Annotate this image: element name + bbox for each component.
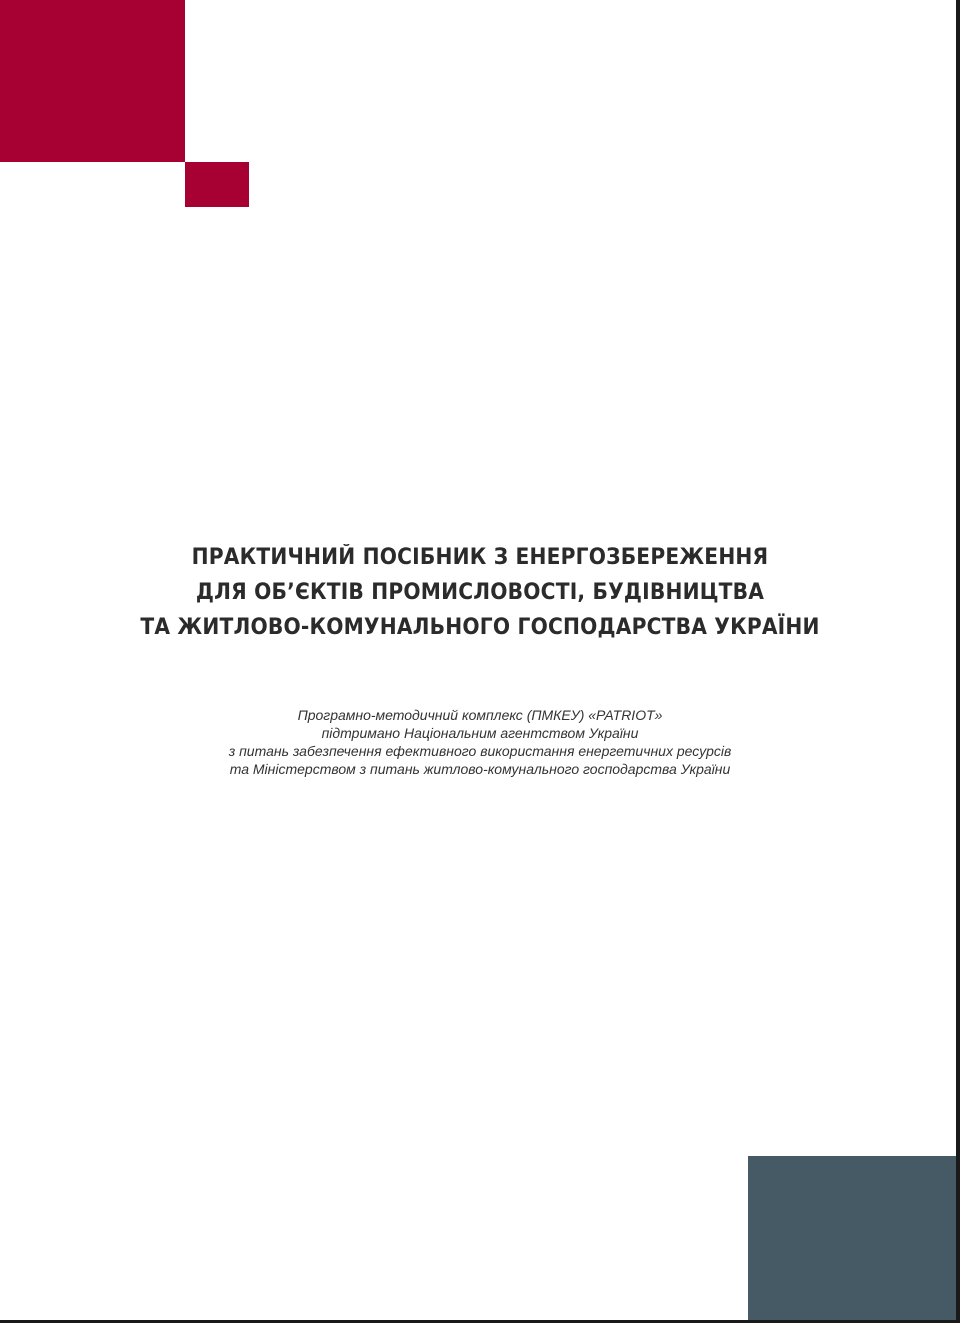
- decorative-red-block-small: [185, 162, 249, 207]
- decorative-slate-block: [748, 1156, 956, 1320]
- title-line-2: ДЛЯ ОБ’ЄКТІВ ПРОМИСЛОВОСТІ, БУДІВНИЦТВА: [195, 580, 765, 605]
- page-edge-right: [956, 0, 960, 1323]
- document-subtitle: [0, 706, 960, 778]
- decorative-red-block-large: [0, 0, 185, 162]
- subtitle-line-2: підтримано Національним агентством України: [321, 725, 639, 741]
- title-line-3: ТА ЖИТЛОВО-КОМУНАЛЬНОГО ГОСПОДАРСТВА УКРАЇНИ: [140, 615, 820, 640]
- title-line-1: ПРАКТИЧНИЙ ПОСІБНИК З ЕНЕРГОЗБЕРЕЖЕННЯ: [191, 545, 769, 570]
- subtitle-line-4: та Міністерством з питань житлово-комунального господарства України: [229, 761, 731, 777]
- subtitle-line-1: Програмно-методичний комплекс (ПМКЕУ) «PATRIOT»: [297, 707, 663, 723]
- subtitle-line-3: з питань забезпечення ефективного використання енергетичних ресурсів: [228, 743, 732, 759]
- document-title: [38, 540, 921, 645]
